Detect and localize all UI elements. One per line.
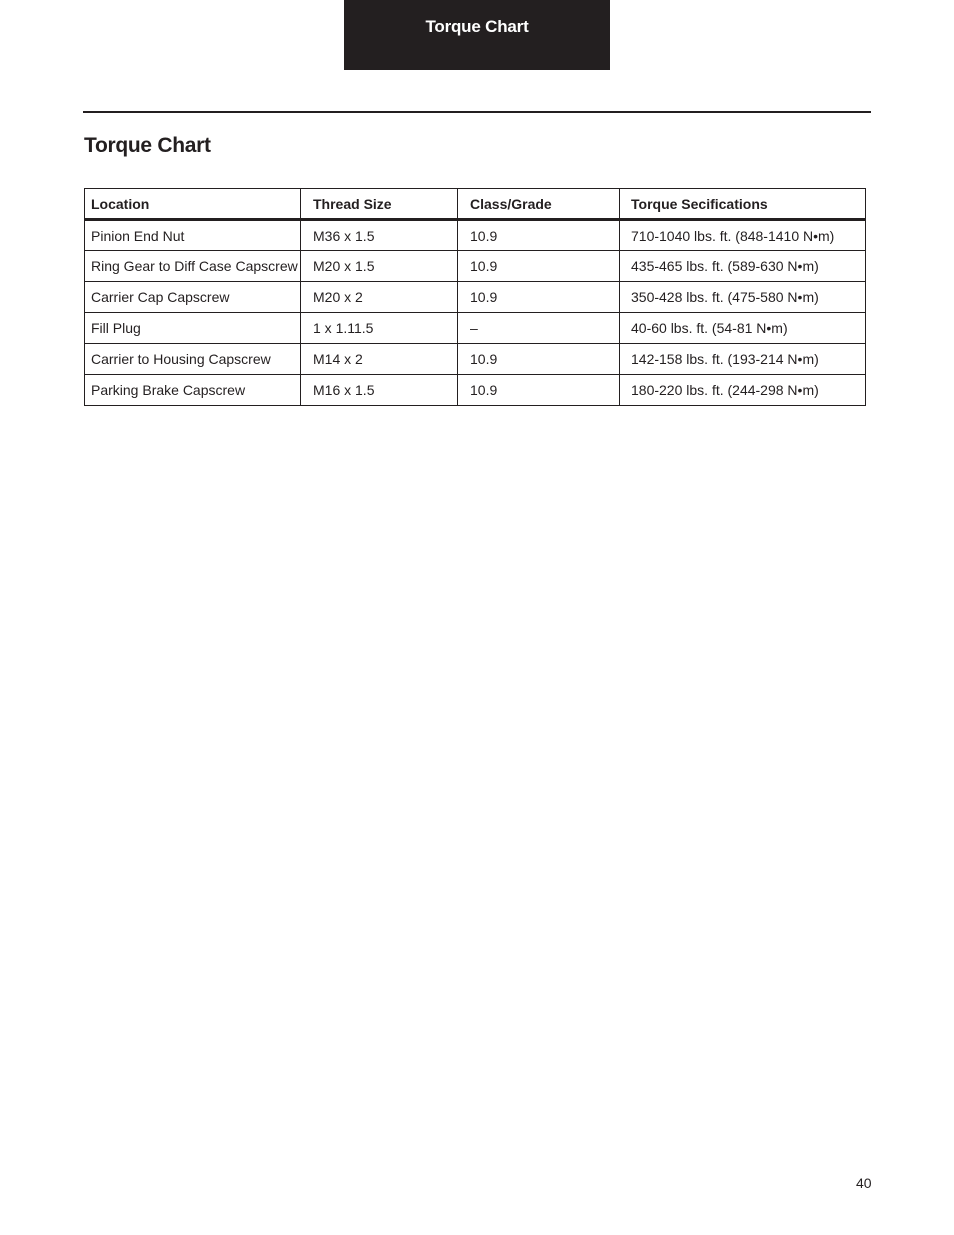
column-header-thread-size: Thread Size	[301, 189, 458, 220]
cell-class-grade: 10.9	[458, 282, 620, 313]
cell-class-grade: –	[458, 313, 620, 344]
header-divider	[83, 111, 871, 113]
cell-thread-size: M36 x 1.5	[301, 220, 458, 251]
cell-thread-size: M16 x 1.5	[301, 375, 458, 406]
cell-torque-spec: 710-1040 lbs. ft. (848-1410 N•m)	[620, 220, 866, 251]
page-title: Torque Chart	[84, 134, 211, 157]
column-header-class-grade: Class/Grade	[458, 189, 620, 220]
cell-thread-size: M20 x 1.5	[301, 251, 458, 282]
cell-torque-spec: 142-158 lbs. ft. (193-214 N•m)	[620, 344, 866, 375]
cell-class-grade: 10.9	[458, 251, 620, 282]
cell-torque-spec: 435-465 lbs. ft. (589-630 N•m)	[620, 251, 866, 282]
column-header-torque-specifications: Torque Secifications	[620, 189, 866, 220]
cell-class-grade: 10.9	[458, 375, 620, 406]
cell-location: Ring Gear to Diff Case Capscrew	[85, 251, 301, 282]
table-row	[85, 251, 866, 282]
table-header-row	[85, 189, 866, 220]
column-header-location: Location	[85, 189, 301, 220]
cell-torque-spec: 40-60 lbs. ft. (54-81 N•m)	[620, 313, 866, 344]
header-tab	[344, 0, 610, 70]
cell-location: Parking Brake Capscrew	[85, 375, 301, 406]
table-row	[85, 344, 866, 375]
cell-torque-spec: 350-428 lbs. ft. (475-580 N•m)	[620, 282, 866, 313]
cell-location: Carrier Cap Capscrew	[85, 282, 301, 313]
cell-thread-size: M20 x 2	[301, 282, 458, 313]
cell-thread-size: M14 x 2	[301, 344, 458, 375]
cell-location: Fill Plug	[85, 313, 301, 344]
table-row	[85, 220, 866, 251]
page-number: 40	[856, 1175, 872, 1191]
cell-class-grade: 10.9	[458, 220, 620, 251]
cell-class-grade: 10.9	[458, 344, 620, 375]
cell-location: Pinion End Nut	[85, 220, 301, 251]
cell-thread-size: 1 x 1.11.5	[301, 313, 458, 344]
header-tab-label: Torque Chart	[425, 17, 529, 36]
torque-table	[84, 188, 866, 406]
table-row	[85, 313, 866, 344]
table-row	[85, 375, 866, 406]
table-row	[85, 282, 866, 313]
cell-torque-spec: 180-220 lbs. ft. (244-298 N•m)	[620, 375, 866, 406]
cell-location: Carrier to Housing Capscrew	[85, 344, 301, 375]
